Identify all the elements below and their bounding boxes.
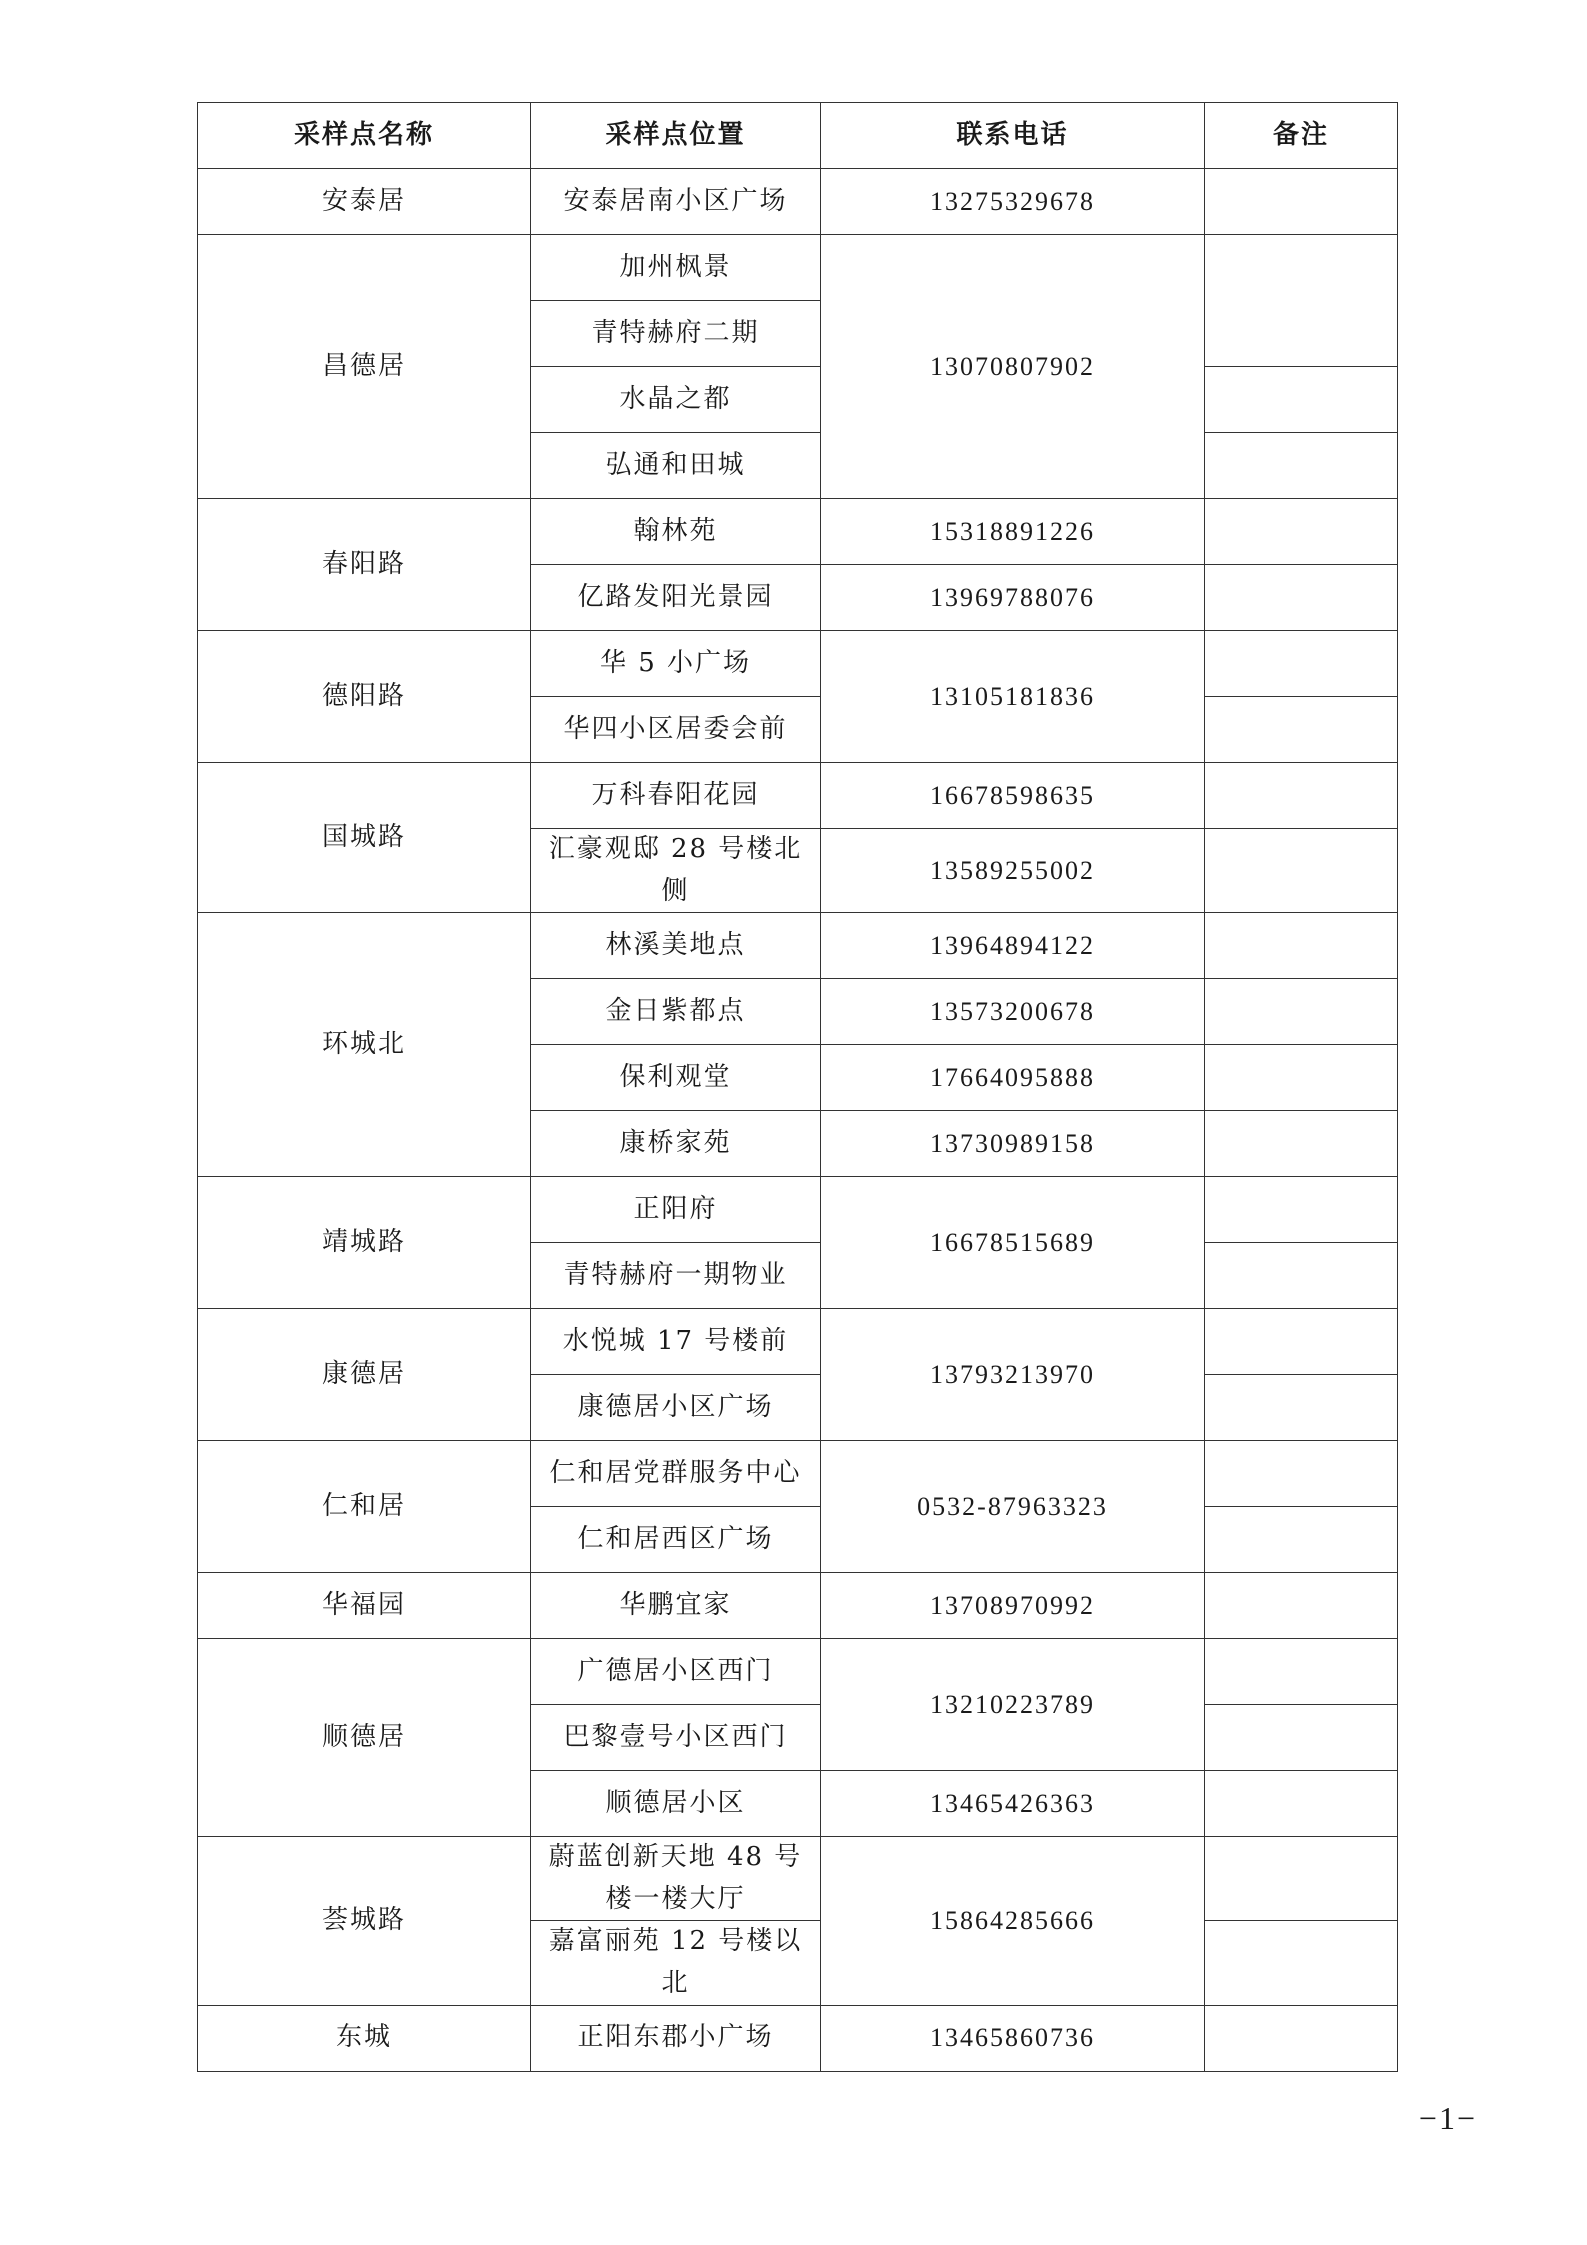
site-name-cell: 春阳路 <box>198 499 531 631</box>
site-name-cell: 东城 <box>198 2005 531 2071</box>
site-name-cell: 康德居 <box>198 1309 531 1441</box>
remark-cell <box>1205 1921 1398 2005</box>
site-location-cell: 巴黎壹号小区西门 <box>531 1705 821 1771</box>
site-location-cell: 顺德居小区 <box>531 1771 821 1837</box>
remark-cell <box>1205 433 1398 499</box>
site-location-cell: 仁和居西区广场 <box>531 1507 821 1573</box>
site-name-cell: 荟城路 <box>198 1837 531 2005</box>
remark-cell <box>1205 1771 1398 1837</box>
sampling-sites-table <box>197 102 1398 2072</box>
site-location-cell: 仁和居党群服务中心 <box>531 1441 821 1507</box>
site-location-cell: 华 5 小广场 <box>531 631 821 697</box>
phone-cell: 13964894122 <box>821 913 1205 979</box>
site-location-cell: 亿路发阳光景园 <box>531 565 821 631</box>
site-name-cell: 德阳路 <box>198 631 531 763</box>
remark-cell <box>1205 1573 1398 1639</box>
site-name-cell: 环城北 <box>198 913 531 1177</box>
site-location-cell: 水悦城 17 号楼前 <box>531 1309 821 1375</box>
table-row <box>198 1309 1398 1375</box>
remark-cell <box>1205 1045 1398 1111</box>
remark-cell <box>1205 235 1398 367</box>
phone-cell: 16678515689 <box>821 1177 1205 1309</box>
site-name-cell: 昌德居 <box>198 235 531 499</box>
phone-cell: 0532-87963323 <box>821 1441 1205 1573</box>
remark-cell <box>1205 367 1398 433</box>
table-row <box>198 235 1398 301</box>
site-name-cell: 顺德居 <box>198 1639 531 1837</box>
site-location-cell: 水晶之都 <box>531 367 821 433</box>
remark-cell <box>1205 1111 1398 1177</box>
phone-cell: 13708970992 <box>821 1573 1205 1639</box>
site-location-cell: 广德居小区西门 <box>531 1639 821 1705</box>
site-location-cell: 弘通和田城 <box>531 433 821 499</box>
site-location-cell: 嘉富丽苑 12 号楼以北 <box>531 1921 821 2005</box>
page-number: −1− <box>1418 2100 1477 2136</box>
phone-cell: 13105181836 <box>821 631 1205 763</box>
phone-cell: 13573200678 <box>821 979 1205 1045</box>
table-row <box>198 169 1398 235</box>
remark-cell <box>1205 1177 1398 1243</box>
phone-cell: 13465426363 <box>821 1771 1205 1837</box>
remark-cell <box>1205 697 1398 763</box>
phone-cell: 15864285666 <box>821 1837 1205 2005</box>
site-name-cell: 国城路 <box>198 763 531 913</box>
phone-cell: 16678598635 <box>821 763 1205 829</box>
site-location-cell: 林溪美地点 <box>531 913 821 979</box>
phone-cell: 13969788076 <box>821 565 1205 631</box>
remark-cell <box>1205 1837 1398 1921</box>
table-header-row <box>198 103 1398 169</box>
remark-cell <box>1205 499 1398 565</box>
site-location-cell: 保利观堂 <box>531 1045 821 1111</box>
site-name-cell: 安泰居 <box>198 169 531 235</box>
remark-cell <box>1205 1441 1398 1507</box>
header-site-location: 采样点位置 <box>531 103 821 169</box>
table-body <box>198 169 1398 2072</box>
site-location-cell: 加州枫景 <box>531 235 821 301</box>
site-name-cell: 华福园 <box>198 1573 531 1639</box>
site-location-cell: 康德居小区广场 <box>531 1375 821 1441</box>
table-row <box>198 1837 1398 1921</box>
header-contact-phone: 联系电话 <box>821 103 1205 169</box>
site-location-cell: 青特赫府一期物业 <box>531 1243 821 1309</box>
remark-cell <box>1205 829 1398 913</box>
phone-cell: 13793213970 <box>821 1309 1205 1441</box>
phone-cell: 13070807902 <box>821 235 1205 499</box>
header-remark: 备注 <box>1205 103 1398 169</box>
remark-cell <box>1205 979 1398 1045</box>
table-row <box>198 1177 1398 1243</box>
site-location-cell: 蔚蓝创新天地 48 号楼一楼大厅 <box>531 1837 821 1921</box>
table-row <box>198 2005 1398 2071</box>
header-site-name: 采样点名称 <box>198 103 531 169</box>
remark-cell <box>1205 913 1398 979</box>
site-location-cell: 康桥家苑 <box>531 1111 821 1177</box>
table-row <box>198 1441 1398 1507</box>
phone-cell: 13210223789 <box>821 1639 1205 1771</box>
site-location-cell: 正阳东郡小广场 <box>531 2005 821 2071</box>
site-location-cell: 青特赫府二期 <box>531 301 821 367</box>
remark-cell <box>1205 565 1398 631</box>
remark-cell <box>1205 1375 1398 1441</box>
phone-cell: 17664095888 <box>821 1045 1205 1111</box>
table-row <box>198 1573 1398 1639</box>
remark-cell <box>1205 763 1398 829</box>
site-name-cell: 仁和居 <box>198 1441 531 1573</box>
phone-cell: 13589255002 <box>821 829 1205 913</box>
remark-cell <box>1205 2005 1398 2071</box>
site-location-cell: 华四小区居委会前 <box>531 697 821 763</box>
table-row <box>198 499 1398 565</box>
phone-cell: 13275329678 <box>821 169 1205 235</box>
table-row <box>198 1639 1398 1705</box>
table-row <box>198 913 1398 979</box>
table-row <box>198 763 1398 829</box>
remark-cell <box>1205 1705 1398 1771</box>
site-location-cell: 万科春阳花园 <box>531 763 821 829</box>
remark-cell <box>1205 1507 1398 1573</box>
site-location-cell: 正阳府 <box>531 1177 821 1243</box>
site-location-cell: 华鹏宜家 <box>531 1573 821 1639</box>
phone-cell: 13465860736 <box>821 2005 1205 2071</box>
site-location-cell: 金日紫都点 <box>531 979 821 1045</box>
sampling-sites-table-container <box>197 102 1397 2072</box>
site-location-cell: 翰林苑 <box>531 499 821 565</box>
remark-cell <box>1205 631 1398 697</box>
remark-cell <box>1205 169 1398 235</box>
table-row <box>198 631 1398 697</box>
site-location-cell: 安泰居南小区广场 <box>531 169 821 235</box>
remark-cell <box>1205 1309 1398 1375</box>
remark-cell <box>1205 1639 1398 1705</box>
site-name-cell: 靖城路 <box>198 1177 531 1309</box>
phone-cell: 13730989158 <box>821 1111 1205 1177</box>
remark-cell <box>1205 1243 1398 1309</box>
site-location-cell: 汇豪观邸 28 号楼北侧 <box>531 829 821 913</box>
phone-cell: 15318891226 <box>821 499 1205 565</box>
